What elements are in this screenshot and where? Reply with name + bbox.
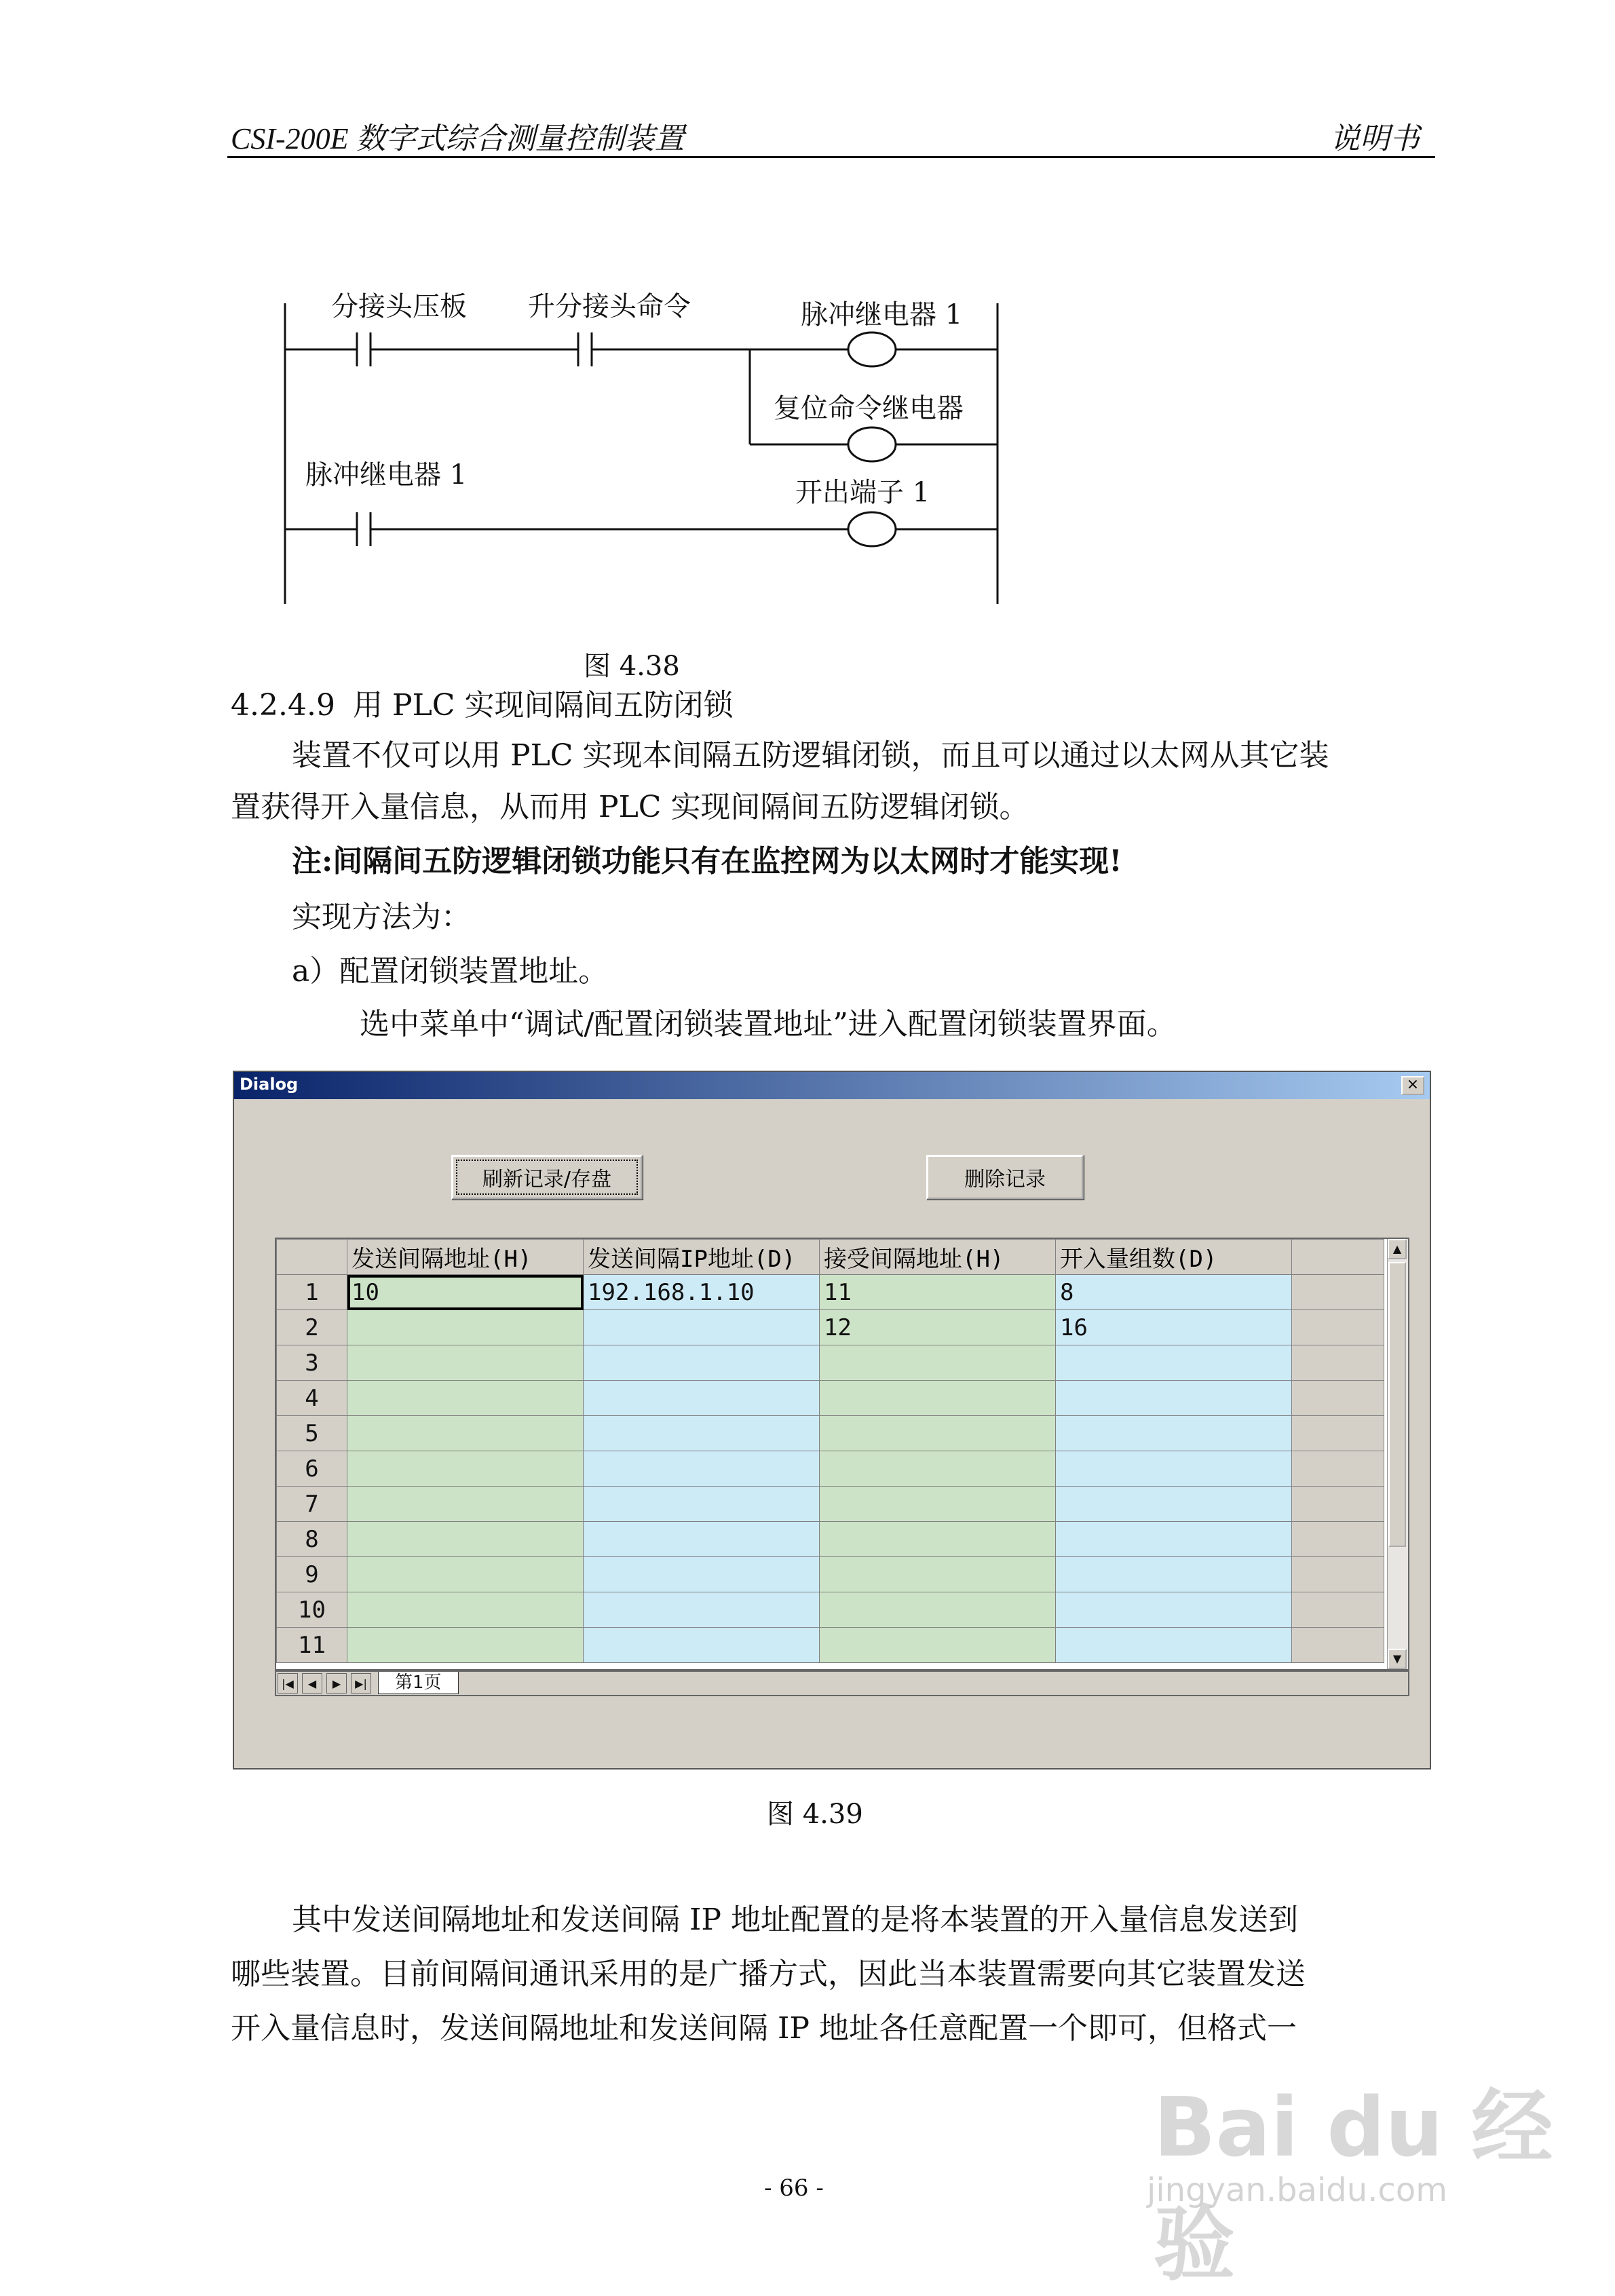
grid-filler: [1292, 1487, 1384, 1522]
table-row: [277, 1487, 1384, 1522]
grid-cell[interactable]: [347, 1416, 584, 1451]
coil-1-label: 脉冲继电器 1: [801, 299, 963, 330]
step-a: a）配置闭锁装置地址。: [292, 954, 609, 989]
table-row: [277, 1522, 1384, 1557]
grid-cell[interactable]: [347, 1345, 584, 1381]
first-sheet-icon[interactable]: |◀: [278, 1673, 298, 1694]
row-number[interactable]: 8: [277, 1522, 347, 1557]
grid-cell[interactable]: [347, 1522, 584, 1557]
vertical-scrollbar[interactable]: [1387, 1239, 1408, 1669]
figure-caption-1: 图 4.38: [584, 651, 680, 682]
grid-cell[interactable]: [584, 1487, 820, 1522]
grid-cell[interactable]: [584, 1592, 820, 1628]
grid-cell[interactable]: [1056, 1592, 1292, 1628]
paragraph-line: 置获得开入量信息，从而用 PLC 实现间隔间五防逻辑闭锁。: [231, 790, 1029, 824]
grid-cell[interactable]: [820, 1381, 1056, 1416]
grid-cell[interactable]: 12: [820, 1310, 1056, 1345]
grid-filler: [1292, 1557, 1384, 1592]
contact-2-label: 升分接头命令: [528, 291, 691, 322]
section-title: 用 PLC 实现间隔间五防闭锁: [353, 688, 734, 723]
grid-cell[interactable]: [1056, 1522, 1292, 1557]
column-header[interactable]: 开入量组数(D): [1056, 1240, 1292, 1275]
section-number: 4.2.4.9: [231, 688, 335, 723]
grid-filler: [1292, 1310, 1384, 1345]
row-number[interactable]: 6: [277, 1451, 347, 1487]
prev-sheet-icon[interactable]: ◀: [302, 1673, 322, 1694]
table-row: [277, 1416, 1384, 1451]
grid-table: [276, 1239, 1384, 1663]
grid-cell[interactable]: [347, 1381, 584, 1416]
grid-cell[interactable]: 192.168.1.10: [584, 1275, 820, 1310]
grid-filler: [1292, 1275, 1384, 1310]
sheet-tab-1[interactable]: 第1页: [378, 1672, 459, 1694]
grid-cell[interactable]: [347, 1310, 584, 1345]
row-number[interactable]: 3: [277, 1345, 347, 1381]
grid-cell[interactable]: [820, 1557, 1056, 1592]
table-row: [277, 1381, 1384, 1416]
grid-cell[interactable]: [1056, 1381, 1292, 1416]
grid-cell[interactable]: 8: [1056, 1275, 1292, 1310]
grid-cell[interactable]: [1056, 1451, 1292, 1487]
row-number[interactable]: 1: [277, 1275, 347, 1310]
grid-cell[interactable]: [820, 1487, 1056, 1522]
grid-cell[interactable]: [347, 1451, 584, 1487]
grid-cell[interactable]: [1056, 1416, 1292, 1451]
coil-3-label: 开出端子 1: [795, 477, 930, 508]
refresh-save-button[interactable]: [451, 1155, 643, 1200]
grid-cell[interactable]: [1056, 1557, 1292, 1592]
watermark-logo: Bai du 经验: [1154, 2081, 1553, 2292]
grid-cell[interactable]: [1056, 1628, 1292, 1663]
grid-cell[interactable]: [584, 1451, 820, 1487]
coil-1: [848, 332, 896, 366]
row-number[interactable]: 5: [277, 1416, 347, 1451]
grid-cell[interactable]: [820, 1451, 1056, 1487]
table-row: [277, 1557, 1384, 1592]
grid-cell[interactable]: [347, 1557, 584, 1592]
paragraph-line: 其中发送间隔地址和发送间隔 IP 地址配置的是将本装置的开入量信息发送到: [292, 1902, 1298, 1937]
grid-cell[interactable]: [820, 1592, 1056, 1628]
table-row: [277, 1628, 1384, 1663]
dialog-window: [233, 1071, 1431, 1769]
grid-cell[interactable]: [584, 1416, 820, 1451]
header-title: CSI-200E 数字式综合测量控制装置: [231, 122, 685, 155]
grid-cell[interactable]: [584, 1557, 820, 1592]
grid-cell[interactable]: [820, 1416, 1056, 1451]
grid-filler: [1292, 1381, 1384, 1416]
grid-cell[interactable]: [347, 1592, 584, 1628]
delete-record-button[interactable]: [926, 1155, 1084, 1200]
dialog-title: Dialog: [240, 1075, 299, 1094]
grid-filler: [1292, 1451, 1384, 1487]
table-row: [277, 1310, 1384, 1345]
scroll-thumb[interactable]: [1388, 1262, 1406, 1547]
grid-cell[interactable]: [820, 1628, 1056, 1663]
grid-filler: [1292, 1522, 1384, 1557]
watermark-url: jingyan.baidu.com: [1147, 2171, 1447, 2209]
grid-filler: [1292, 1416, 1384, 1451]
grid-cell[interactable]: [347, 1487, 584, 1522]
contact-3-label: 脉冲继电器 1: [305, 459, 468, 491]
grid-corner: [277, 1240, 347, 1275]
grid-filler-header: [1292, 1240, 1384, 1275]
table-row: [277, 1592, 1384, 1628]
grid-cell[interactable]: [1056, 1345, 1292, 1381]
last-sheet-icon[interactable]: ▶|: [351, 1673, 371, 1694]
grid-cell[interactable]: 11: [820, 1275, 1056, 1310]
grid-cell[interactable]: [820, 1345, 1056, 1381]
table-row: [277, 1345, 1384, 1381]
paragraph-line: 装置不仅可以用 PLC 实现本间隔五防逻辑闭锁，而且可以通过以太网从其它装: [292, 738, 1329, 773]
grid-cell[interactable]: [584, 1310, 820, 1345]
page-number: - 66 -: [764, 2175, 824, 2202]
grid-cell[interactable]: [584, 1381, 820, 1416]
column-header[interactable]: 接受间隔地址(H): [820, 1240, 1056, 1275]
row-number[interactable]: 11: [277, 1628, 347, 1663]
refresh-save-label: 刷新记录/存盘: [482, 1168, 612, 1191]
next-sheet-icon[interactable]: ▶: [326, 1673, 347, 1694]
header-right: 说明书: [1330, 122, 1420, 155]
row-number[interactable]: 10: [277, 1592, 347, 1628]
coil-2: [848, 427, 896, 461]
row-number[interactable]: 7: [277, 1487, 347, 1522]
grid-cell[interactable]: 16: [1056, 1310, 1292, 1345]
grid-cell[interactable]: [820, 1522, 1056, 1557]
step-a-description: 选中菜单中“调试/配置闭锁装置地址”进入配置闭锁装置界面。: [360, 1007, 1177, 1041]
column-header[interactable]: 发送间隔IP地址(D): [584, 1240, 820, 1275]
sheet-tab-bar: [275, 1670, 1409, 1696]
table-row: [277, 1451, 1384, 1487]
grid-filler: [1292, 1345, 1384, 1381]
scroll-up-arrow-icon[interactable]: ▲: [1388, 1239, 1407, 1259]
coil-2-label: 复位命令继电器: [774, 393, 964, 424]
row-number[interactable]: 2: [277, 1310, 347, 1345]
grid-filler: [1292, 1628, 1384, 1663]
coil-3: [848, 512, 896, 546]
grid-filler: [1292, 1592, 1384, 1628]
grid-cell[interactable]: [584, 1628, 820, 1663]
paragraph-line: 实现方法为：: [292, 900, 471, 934]
grid-cell[interactable]: 10: [347, 1275, 584, 1310]
close-button[interactable]: ×: [1401, 1076, 1424, 1095]
contact-1-label: 分接头压板: [331, 291, 467, 322]
scroll-down-arrow-icon[interactable]: ▼: [1388, 1649, 1407, 1669]
row-number[interactable]: 9: [277, 1557, 347, 1592]
record-grid[interactable]: [275, 1238, 1409, 1670]
paragraph-line: 开入量信息时，发送间隔地址和发送间隔 IP 地址各任意配置一个即可，但格式一: [231, 2011, 1297, 2046]
grid-cell[interactable]: [1056, 1487, 1292, 1522]
grid-cell[interactable]: [584, 1345, 820, 1381]
figure-caption-2: 图 4.39: [767, 1799, 863, 1830]
grid-cell[interactable]: [584, 1522, 820, 1557]
note: 注:间隔间五防逻辑闭锁功能只有在监控网为以太网时才能实现!: [292, 844, 1122, 879]
delete-record-label: 删除记录: [964, 1168, 1046, 1191]
row-number[interactable]: 4: [277, 1381, 347, 1416]
table-row: [277, 1275, 1384, 1310]
grid-cell[interactable]: [347, 1628, 584, 1663]
column-header[interactable]: 发送间隔地址(H): [347, 1240, 584, 1275]
paragraph-line: 哪些装置。目前间隔间通讯采用的是广播方式，因此当本装置需要向其它装置发送: [231, 1957, 1306, 1991]
dialog-titlebar[interactable]: [234, 1072, 1430, 1099]
